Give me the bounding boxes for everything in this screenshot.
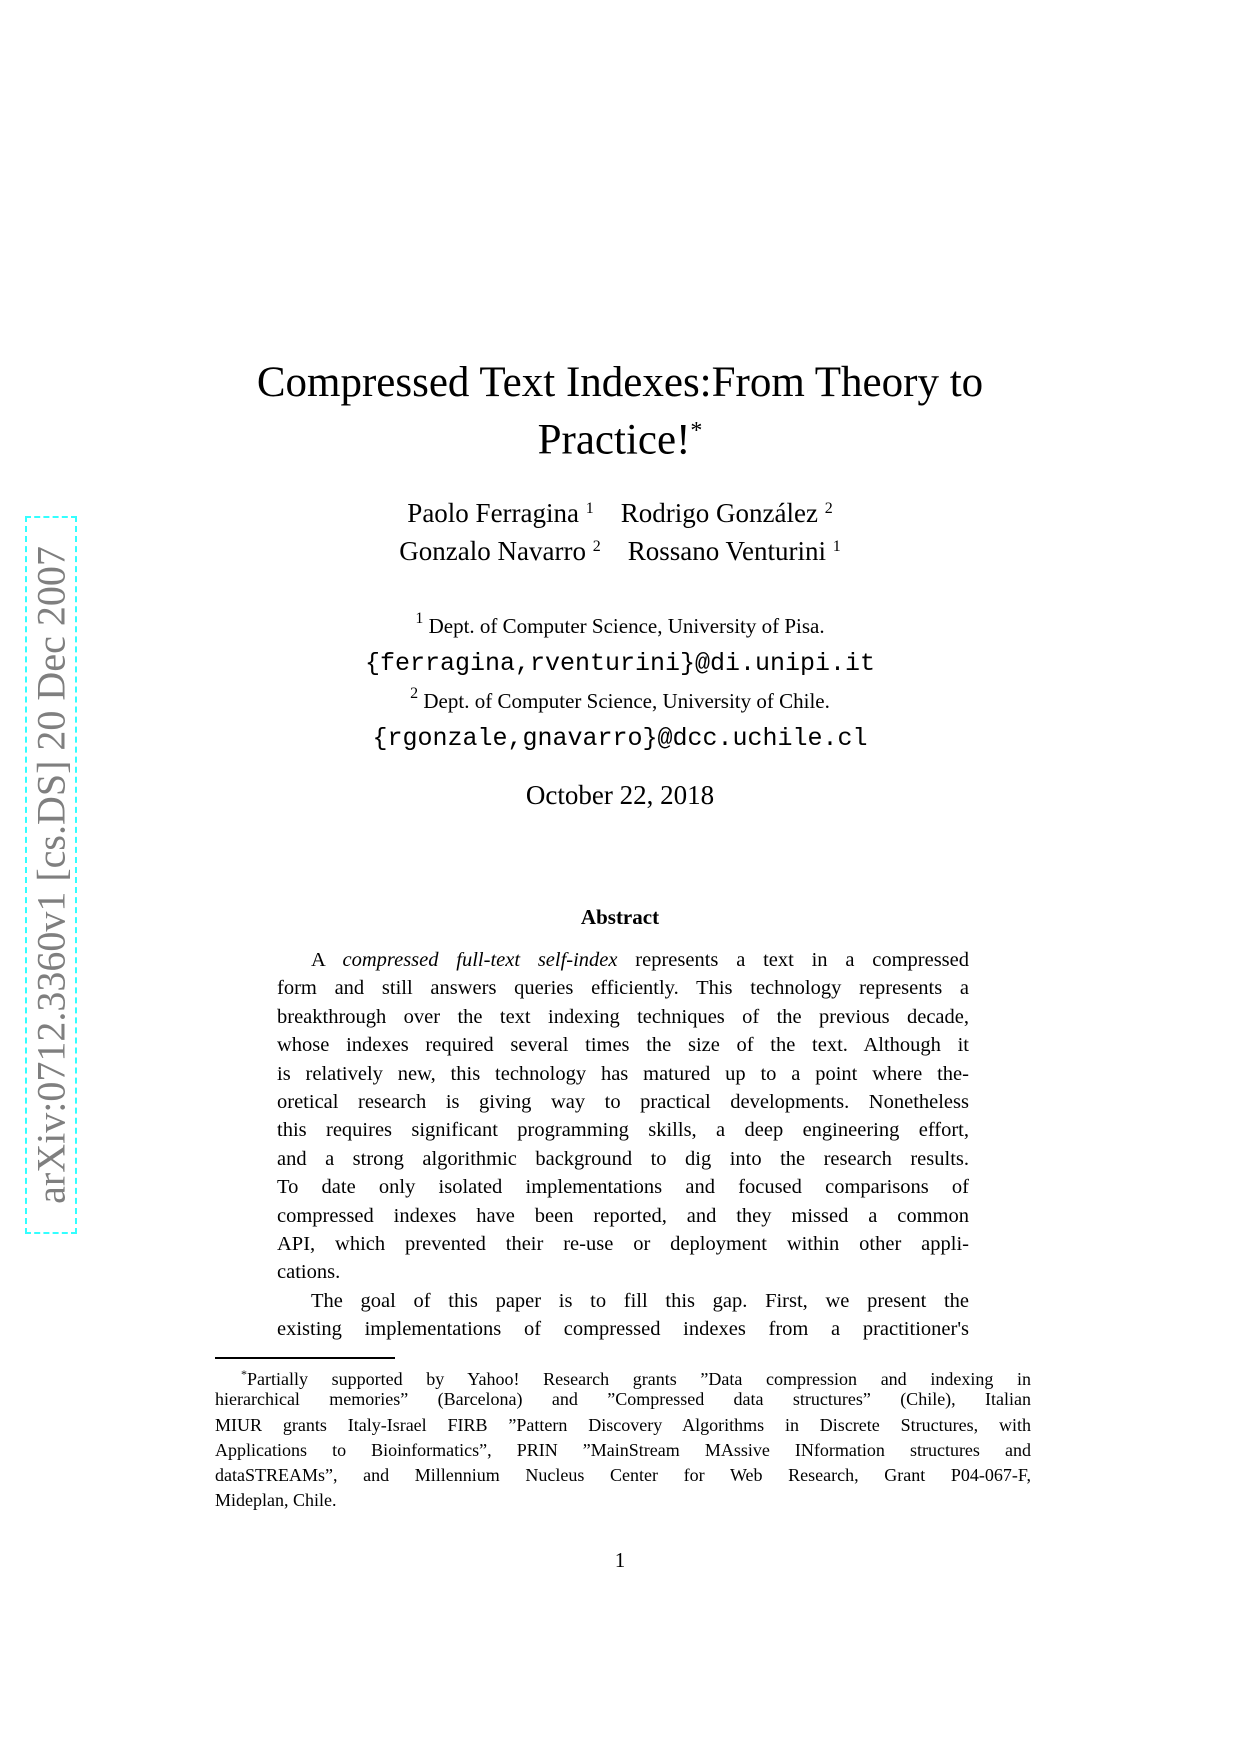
abstract-line: this requires significant programming skills, a deep engineering effort,: [277, 1119, 969, 1142]
abstract-line: compressed indexes have been reported, and they missed a common: [277, 1204, 969, 1227]
author-affiliation-mark: 1: [832, 538, 841, 555]
footnote-mark: *: [241, 1367, 247, 1381]
abstract-line: oretical research is giving way to practical developments. Nonetheless: [277, 1090, 969, 1113]
paper-date: October 22, 2018: [525, 780, 715, 810]
affiliation-email: {ferragina,rventurini}@di.unipi.it: [364, 649, 876, 678]
abstract-line: The goal of this paper is to fill this gap. First, we present the: [311, 1289, 969, 1312]
author-name: Gonzalo Navarro: [399, 536, 586, 566]
footnote-line: dataSTREAMs”, and Millennium Nucleus Center for Web Research, Grant P04-067-F,: [215, 1465, 1031, 1486]
affiliation-2: [0, 685, 1240, 714]
author-affiliation-mark: 1: [585, 500, 594, 517]
author-name: Rodrigo González: [620, 498, 818, 528]
arxiv-stamp-text: arXiv:0712.3360v1 [cs.DS] 20 Dec 2007: [28, 546, 74, 1204]
abstract-line: API, which prevented their re-use or deployment within other appli-: [277, 1232, 969, 1255]
paper-title: [0, 358, 1240, 464]
footnote-line: *Partially supported by Yahoo! Research grants ”Data compression and indexing in: [241, 1367, 1031, 1389]
affiliation-text: Dept. of Computer Science, University of Chile.: [423, 689, 830, 713]
author-name: Rossano Venturini: [627, 536, 826, 566]
affiliation-text: Dept. of Computer Science, University of Pisa.: [428, 614, 825, 638]
title-line-1: Compressed Text Indexes:From Theory to: [256, 359, 984, 406]
footnote-line: hierarchical memories” (Barcelona) and ”Compressed data structures” (Chile), Italian: [215, 1389, 1031, 1410]
abstract-line: existing implementations of compressed indexes from a practitioner's: [277, 1318, 969, 1341]
abstract-line: breakthrough over the text indexing techniques of the previous decade,: [277, 1005, 969, 1028]
abstract-line: To date only isolated implementations and focused comparisons of: [277, 1176, 969, 1199]
author-affiliation-mark: 2: [824, 500, 833, 517]
footnote: [215, 1362, 1031, 1514]
author-name: Paolo Ferragina: [407, 498, 579, 528]
abstract-line: and a strong algorithmic background to dig into the research results.: [277, 1147, 969, 1170]
title-footnote-mark: *: [690, 418, 703, 444]
abstract-line: is relatively new, this technology has matured up to a point where the-: [277, 1062, 969, 1085]
abstract-heading: Abstract: [580, 905, 660, 929]
footnote-line: MIUR grants Italy-Israel FIRB ”Pattern Discovery Algorithms in Discrete Structures, with: [215, 1414, 1031, 1435]
title-line-2: Practice!: [537, 416, 691, 464]
author-affiliation-mark: 2: [592, 538, 601, 555]
author-list: [0, 494, 1240, 570]
abstract-line: form and still answers queries efficiently. This technology represents a: [277, 977, 969, 1000]
abstract-line: whose indexes required several times the size of the text. Although it: [277, 1034, 969, 1057]
affiliation-email: {rgonzale,gnavarro}@dcc.uchile.cl: [372, 724, 868, 753]
abstract-line: cations.: [277, 1261, 341, 1284]
affiliation-number: 2: [410, 685, 419, 702]
affiliation-1: [0, 610, 1240, 639]
abstract-body: [277, 946, 969, 1343]
page-number: 1: [614, 1548, 626, 1572]
footnote-line: Mideplan, Chile.: [215, 1490, 337, 1511]
abstract-line: A compressed full-text self-index represents a text in a compressed: [311, 949, 969, 971]
footnote-line: Applications to Bioinformatics”, PRIN ”MainStream MAssive INformation structures and: [215, 1439, 1031, 1460]
affiliation-number: 1: [415, 610, 424, 627]
footnote-rule: [215, 1357, 395, 1359]
abstract-italic-term: compressed full-text self-index: [342, 949, 618, 971]
